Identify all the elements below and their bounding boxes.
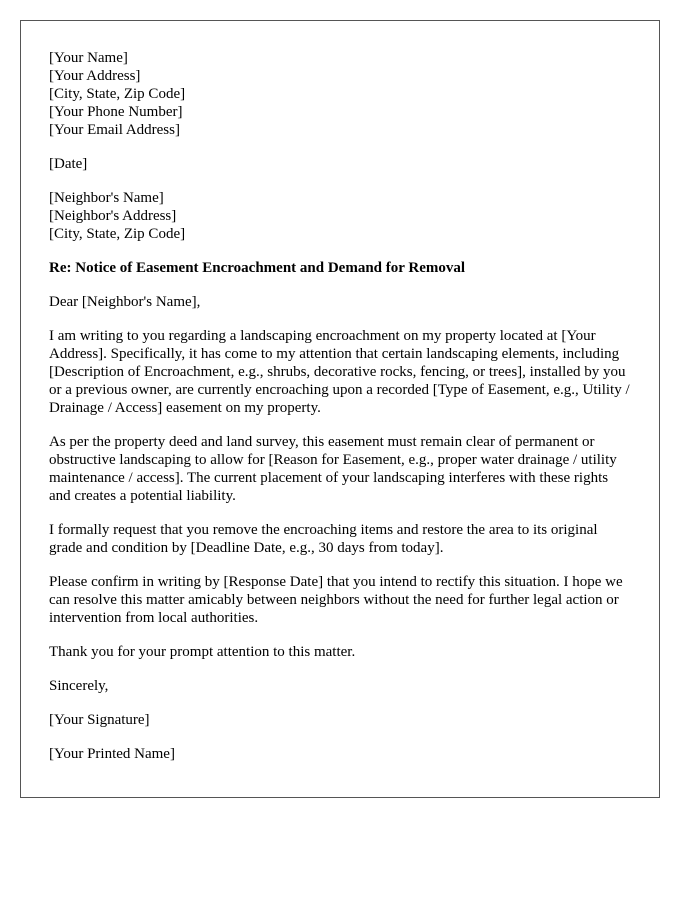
sender-city-state-zip: [City, State, Zip Code]	[49, 86, 186, 102]
signature: [Your Signature]	[49, 712, 150, 728]
recipient-city-state-zip: [City, State, Zip Code]	[49, 226, 186, 242]
body-paragraph-5: Thank you for your prompt attention to this matter.	[49, 644, 356, 660]
sender-email: [Your Email Address]	[49, 122, 180, 138]
letter-date: [Date]	[49, 156, 88, 172]
salutation: Dear [Neighbor's Name],	[49, 294, 201, 310]
date-line	[49, 155, 631, 173]
closing: Sincerely,	[49, 678, 109, 694]
sender-phone: [Your Phone Number]	[49, 104, 183, 120]
subject-line: Re: Notice of Easement Encroachment and Demand for Removal	[49, 260, 466, 276]
body-paragraph-2: As per the property deed and land survey, this easement must remain clear of permanent or obstructive landscaping to allow for [Reason for Easement, e.g., proper water drainage / utility maintenance / access]. The current placement of your landscaping interferes with these rights and creates a potential liability.	[49, 434, 617, 504]
sender-address: [Your Address]	[49, 68, 141, 84]
body-paragraph-3: I formally request that you remove the encroaching items and restore the area to its original grade and condition by [Deadline Date, e.g., 30 days from today].	[49, 522, 598, 556]
body-paragraph-4: Please confirm in writing by [Response Date] that you intend to rectify this situation. I hope we can resolve this matter amicably between neighbors without the need for further legal action or intervention from local authorities.	[49, 574, 623, 626]
recipient-address-block	[49, 189, 631, 243]
letter-page	[20, 20, 660, 798]
sender-address-block	[49, 49, 631, 139]
printed-name: [Your Printed Name]	[49, 746, 175, 762]
recipient-address: [Neighbor's Address]	[49, 208, 177, 224]
sender-name: [Your Name]	[49, 50, 128, 66]
body-paragraph-1: I am writing to you regarding a landscaping encroachment on my property located at [Your Address]. Specifically, it has come to my attention that certain landscaping elements, including [Description of Encroachment, e.g., shrubs, decorative rocks, fencing, or trees], installed by you or a previous owner, are currently encroaching upon a recorded [Type of Easement, e.g., Utility / Drainage / Access] easement on my property.	[49, 328, 630, 416]
recipient-name: [Neighbor's Name]	[49, 190, 164, 206]
